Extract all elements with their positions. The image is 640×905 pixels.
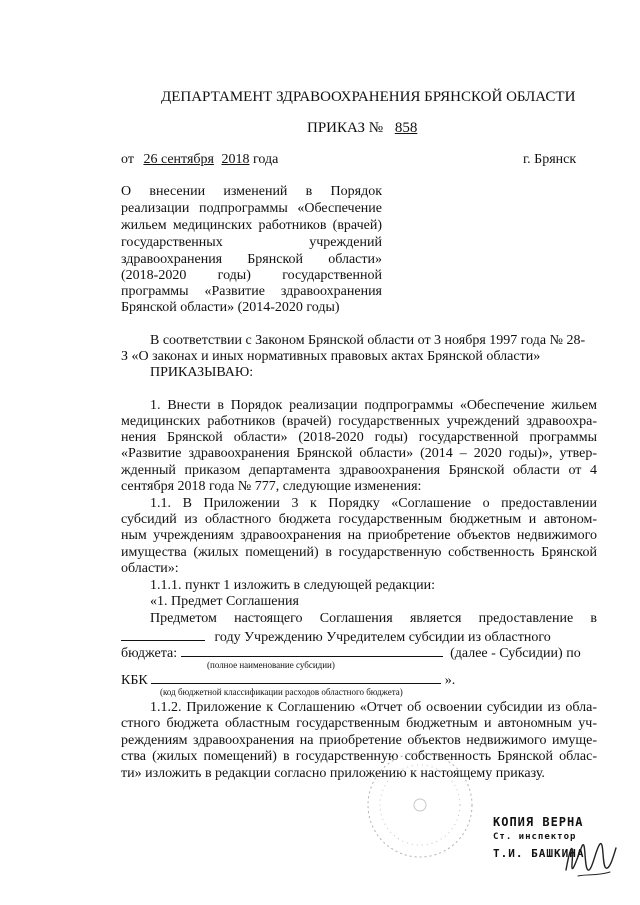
department-title: ДЕПАРТАМЕНТ ЗДРАВООХРАНЕНИЯ БРЯНСКОЙ ОБЛАСТИ <box>161 89 576 105</box>
preamble-line: З «О законах и иных нормативных правовых актах Брянской области» <box>121 349 541 364</box>
date-line <box>121 152 278 168</box>
body-line: 1. Внести в Порядок реализации подпрограммы «Обеспечение жильем <box>150 398 597 413</box>
kbk-blank <box>151 670 441 684</box>
year-word: года <box>252 152 279 167</box>
subject-line: жильем медицинских работников (врачей) <box>121 218 382 233</box>
body-line: Предметом настоящего Соглашения является предоставление в <box>150 611 597 626</box>
signature-icon <box>560 818 620 888</box>
body-line: субсидий из областного бюджета государственным бюджетным и автоном- <box>121 512 597 527</box>
budget-suffix: (далее - Субсидии) по <box>450 646 581 661</box>
subject-line: здравоохранения Брянской области» <box>121 252 382 267</box>
body-line: 1.1.1. пункт 1 изложить в следующей редакции: <box>150 578 435 593</box>
city: г. Брянск <box>523 152 577 167</box>
body-line: ным учреждениям здравоохранения на приобретение объектов недвижимого <box>121 528 597 543</box>
order-number: 858 <box>394 120 418 136</box>
budget-label: бюджета: <box>121 646 178 661</box>
tail-line: ства (жилых помещений) в государственную собственность Брянской облас- <box>121 749 597 764</box>
kbk-label: КБК <box>121 673 148 688</box>
body-line: сентября 2018 года № 777, следующие изменения: <box>121 479 422 494</box>
tail-line: стного бюджета областным государственным бюджетным и автономным уч- <box>121 716 597 731</box>
kbk-suffix: ». <box>444 673 456 688</box>
subsidy-blank <box>181 643 443 657</box>
order-year: 2018 <box>221 152 250 167</box>
body-line: области»: <box>121 561 179 576</box>
subject-line: программы «Развитие здравоохранения <box>121 284 382 299</box>
order-label: ПРИКАЗ № <box>307 120 384 136</box>
order-title <box>307 120 417 136</box>
subject-line: Брянской области» (2014-2020 годы) <box>121 300 340 315</box>
stamp-line-1: КОПИЯ ВЕРНА <box>493 815 584 829</box>
budget-line <box>121 643 581 662</box>
subsidy-hint: (полное наименование субсидии) <box>207 660 335 670</box>
body-line: медицинских работников (врачей) государственных учреждений здравоохра- <box>121 414 597 429</box>
subject-line: государственных учреждений <box>121 235 382 250</box>
round-seal-icon <box>360 745 480 865</box>
body-line: «Развитие здравоохранения Брянской области» (2014 – 2020 годы)», утвер- <box>121 446 597 461</box>
stamp-line-2: Ст. инспектор <box>493 832 577 842</box>
body-line: имущества (жилых помещений) в государственную собственность Брянской <box>121 545 597 560</box>
tail-line: 1.1.2. Приложение к Соглашению «Отчет об освоении субсидии из обла- <box>150 700 597 715</box>
body-line: жденный приказом департамента здравоохранения Брянской области от 4 <box>121 463 597 478</box>
tail-line: реждениям здравоохранения на приобретение объектов недвижимого имуще- <box>121 733 597 748</box>
tail-line: ти» изложить в редакции согласно приложению к настоящему приказу. <box>121 766 545 781</box>
date-from: от <box>121 152 134 167</box>
year-text: году Учреждению Учредителем субсидии из областного <box>214 630 551 645</box>
subject-line: (2018-2020 годы) государственной <box>121 268 382 283</box>
body-line: «1. Предмет Соглашения <box>150 594 299 609</box>
stamp-line-3: Т.И. БАШКИНА <box>493 847 585 860</box>
kbk-hint: (код бюджетной классификации расходов областного бюджета) <box>160 687 403 697</box>
subject-line: О внесении изменений в Порядок <box>121 184 382 199</box>
order-date: 26 сентября <box>143 152 214 167</box>
body-line: 1.1. В Приложении 3 к Порядку «Соглашение о предоставлении <box>150 496 597 511</box>
year-blank <box>121 627 205 641</box>
subject-line: реализации подпрограммы «Обеспечение <box>121 201 382 216</box>
preamble-line: В соответствии с Законом Брянской области от 3 ноября 1997 года № 28- <box>150 333 586 348</box>
order-command: ПРИКАЗЫВАЮ: <box>150 365 254 380</box>
body-line: нения Брянской области» (2018-2020 годы) государственной программы <box>121 430 597 445</box>
